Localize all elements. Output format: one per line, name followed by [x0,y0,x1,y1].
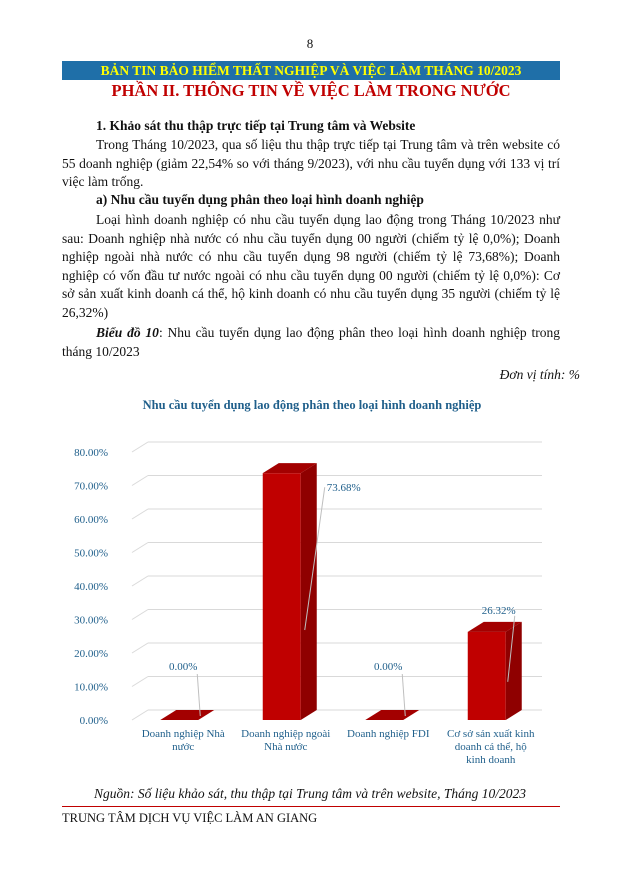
chart-title: Nhu cầu tuyển dụng lao động phân theo loại hình doanh nghiệp [142,398,482,412]
paragraph-survey: Trong Tháng 10/2023, qua số liệu thu thập trực tiếp tại Trung tâm và trên website có 55 doanh nghiệp (giảm 22,54% so với tháng 9/2023), với nhu cầu tuyển dụng với 133 vị trí việc làm trống. [62,137,560,189]
x-tick-label: Nhà nước [264,741,308,753]
unit-label: Đơn vị tính: % [499,367,580,382]
caption-label: Biểu đồ 10 [96,325,159,340]
gridline-depth [132,710,148,720]
x-tick-label: kinh doanh [466,754,516,766]
y-tick-label: 0.00% [79,715,108,727]
bar-front [263,473,301,720]
gridline-depth [132,442,148,452]
y-tick-label: 10.00% [74,681,108,694]
y-tick-label: 30.00% [74,614,108,627]
page-number: 8 [306,36,314,51]
y-tick-label: 50.00% [74,547,108,560]
x-tick-label: Cơ sở sản xuất kinh [447,728,535,740]
y-tick-label: 70.00% [74,480,108,493]
x-tick-label: Doanh nghiệp Nhà [141,728,225,740]
data-label: 0.00% [374,661,403,673]
bulletin-banner: BẢN TIN BẢO HIỂM THẤT NGHIỆP VÀ VIỆC LÀM THÁNG 10/2023 [62,61,560,80]
gridline-depth [132,643,148,653]
heading-survey: 1. Khảo sát thu thập trực tiếp tại Trung tâm và Website [96,118,416,133]
data-label: 0.00% [169,661,198,673]
paragraph-demand-by-type: Loại hình doanh nghiệp có nhu cầu tuyển dụng lao động trong Tháng 10/2023 như sau: Doanh nghiệp nhà nước có nhu cầu tuyển dụng 00 người (chiếm tỷ lệ 0,0%); Doanh nghiệp ngoài nhà nước có nhu cầu tuyển dụng 98 người (chiếm tỷ lệ 73,68%); Doanh nghiệp có vốn đầu tư nước ngoài có nhu cầu tuyển dụng 00 người (chiếm tỷ lệ 0,0%): Cơ sở sản xuất kinh doanh cá thể, hộ kinh doanh có nhu cầu tuyển dụng 35 người (chiếm tỷ lệ 26,32%) [62,212,560,320]
bar-chart [62,385,562,775]
bar-side [506,622,522,720]
caption-text: : Nhu cầu tuyển dụng lao động phân theo loại hình doanh nghiệp trong tháng 10/2023 [62,325,560,359]
chart-caption [62,324,560,361]
y-tick-label: 20.00% [74,648,108,660]
section-title: PHẦN II. THÔNG TIN VỀ VIỆC LÀM TRONG NƯỚC [111,81,511,100]
gridline-depth [132,543,148,553]
source-note: Nguồn: Số liệu khảo sát, thu thập tại Trung tâm và trên website, Tháng 10/2023 [94,786,526,801]
gridline-depth [132,610,148,620]
data-label: 26.32% [481,604,516,617]
x-tick-label: Doanh nghiệp FDI [347,728,430,740]
footer-rule [62,806,560,807]
heading-demand-by-type: a) Nhu cầu tuyển dụng phân theo loại hình doanh nghiệp [96,192,424,207]
x-tick-label: nước [172,741,195,753]
x-tick-label: Doanh nghiệp ngoài [241,728,331,740]
gridline-depth [132,576,148,586]
gridline-depth [132,677,148,687]
footer-org: TRUNG TÂM DỊCH VỤ VIỆC LÀM AN GIANG [62,811,318,825]
bar-side [301,463,317,720]
y-tick-label: 60.00% [74,514,108,526]
y-tick-label: 80.00% [74,447,108,459]
gridline-depth [132,476,148,486]
gridline-depth [132,509,148,519]
bar-front [468,632,506,720]
bar-top [160,710,214,720]
data-label: 73.68% [326,482,361,495]
x-tick-label: doanh cá thể, hộ [454,741,527,753]
bar-top [365,710,419,720]
y-tick-label: 40.00% [74,581,108,593]
